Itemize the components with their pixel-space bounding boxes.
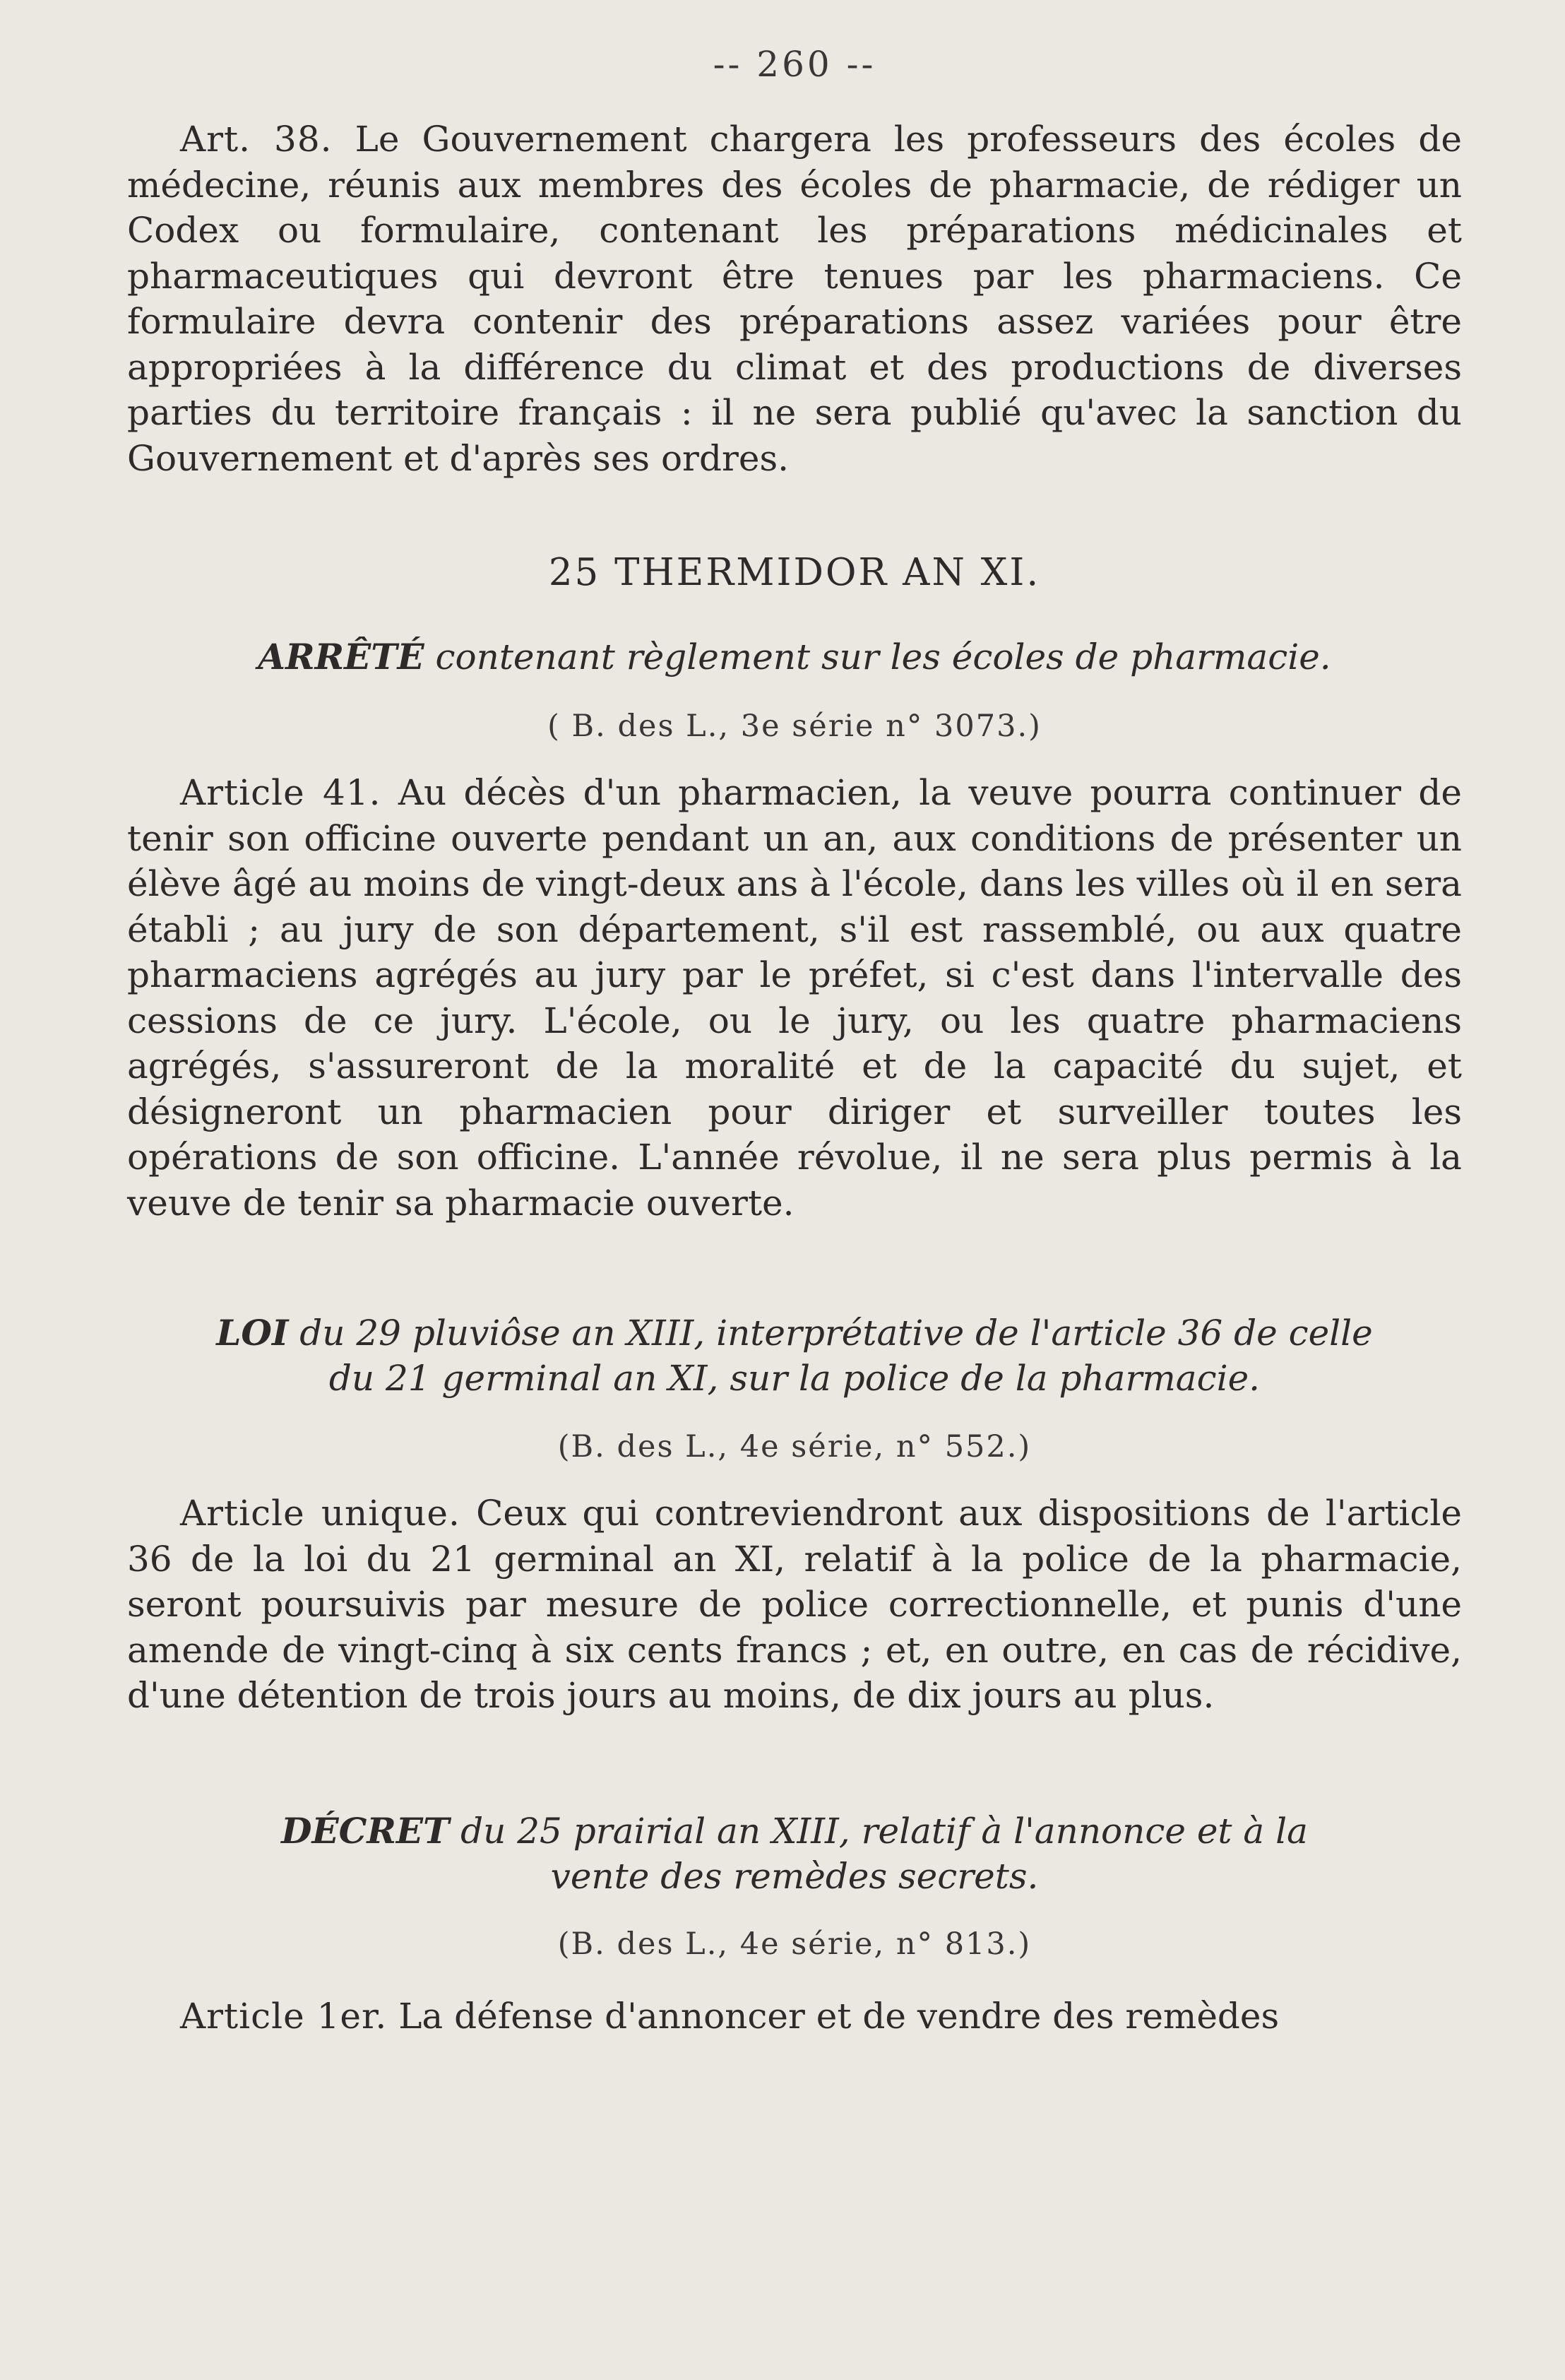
loi-title-line-1	[127, 1310, 1462, 1356]
article-38-text: Le Gouvernement chargera les professeurs des écoles de médecine, réunis aux membres des écoles de pharmacie, de rédiger un Codex ou formulaire, contenant les préparations médicinales et pharmaceutiques qui devront être tenues par les pharmaciens. Ce formulaire devra contenir des préparations assez variées pour être appropriées à la différence du climat et des productions de diverses parties du territoire français : il ne sera publié qu'avec la sanction du Gouvernement et d'après ses ordres.	[127, 119, 1462, 479]
loi-title-line-2: du 21 germinal an XI, sur la police de la pharmacie.	[328, 1358, 1261, 1399]
loi-title-line-1-text: du 29 pluviôse an XIII, interprétative de l'article 36 de celle	[299, 1313, 1373, 1354]
page-number: -- 260 --	[713, 44, 876, 85]
article-unique-text: Ceux qui contreviendront aux dispositions de l'article 36 de la loi du 21 germinal an XI, relatif à la police de la pharmacie, seront poursuivis par mesure de police correctionnelle, et punis d'une amende de vingt-cinq à six cents francs ; et, en outre, en cas de récidive, d'une détention de trois jours au moins, de dix jours au plus.	[127, 1493, 1462, 1716]
article-unique-lead: Article unique.	[180, 1493, 460, 1534]
decret-title-line-2: vente des remèdes secrets.	[550, 1856, 1039, 1897]
decret-title-strong: DÉCRET	[281, 1810, 450, 1852]
article-1er-text: La défense d'annoncer et de vendre des remèdes	[398, 1996, 1280, 2037]
article-41-text: Au décès d'un pharmacien, la veuve pourra continuer de tenir son officine ouverte pendant un an, aux conditions de présenter un élève âgé au moins de vingt-deux ans à l'école, dans les villes où il en sera établi ; au jury de son département, s'il est rassemblé, ou aux quatre pharmaciens agrégés au jury par le préfet, si c'est dans l'intervalle des cessions de ce jury. L'école, ou le jury, ou les quatre pharmaciens agrégés, s'assureront de la moralité et de la capacité du sujet, et désigneront un pharmacien pour diriger et surveiller toutes les opérations de son officine. L'année révolue, il ne sera plus permis à la veuve de tenir sa pharmacie ouverte.	[127, 772, 1462, 1224]
decret-reference: (B. des L., 4e série, n° 813.)	[557, 1926, 1032, 1962]
article-38-lead: Art. 38.	[180, 119, 333, 160]
loi-reference: (B. des L., 4e série, n° 552.)	[557, 1429, 1032, 1464]
decret-title	[127, 1808, 1462, 1899]
article-41-paragraph	[127, 770, 1462, 1226]
article-unique-paragraph	[127, 1491, 1462, 1719]
decret-title-line-1	[127, 1808, 1462, 1854]
article-1er-paragraph	[127, 1994, 1462, 2039]
loi-title	[127, 1310, 1462, 1401]
arrete-reference: ( B. des L., 3e série n° 3073.)	[547, 709, 1042, 744]
loi-title-strong: LOI	[216, 1312, 289, 1354]
decret-title-line-1-text: du 25 prairial an XIII, relatif à l'annonce et à la	[460, 1811, 1308, 1852]
section-heading-thermidor: 25 THERMIDOR AN XI.	[548, 551, 1041, 594]
arrete-title-rest: contenant règlement sur les écoles de pharmacie.	[435, 637, 1331, 677]
article-38-paragraph	[127, 117, 1462, 481]
article-1er-lead: Article 1er.	[180, 1996, 388, 2037]
arrete-title-strong: ARRÊTÉ	[258, 636, 424, 677]
document-page	[127, 0, 1462, 2380]
arrete-title	[127, 634, 1462, 680]
article-41-lead: Article 41.	[180, 772, 381, 813]
